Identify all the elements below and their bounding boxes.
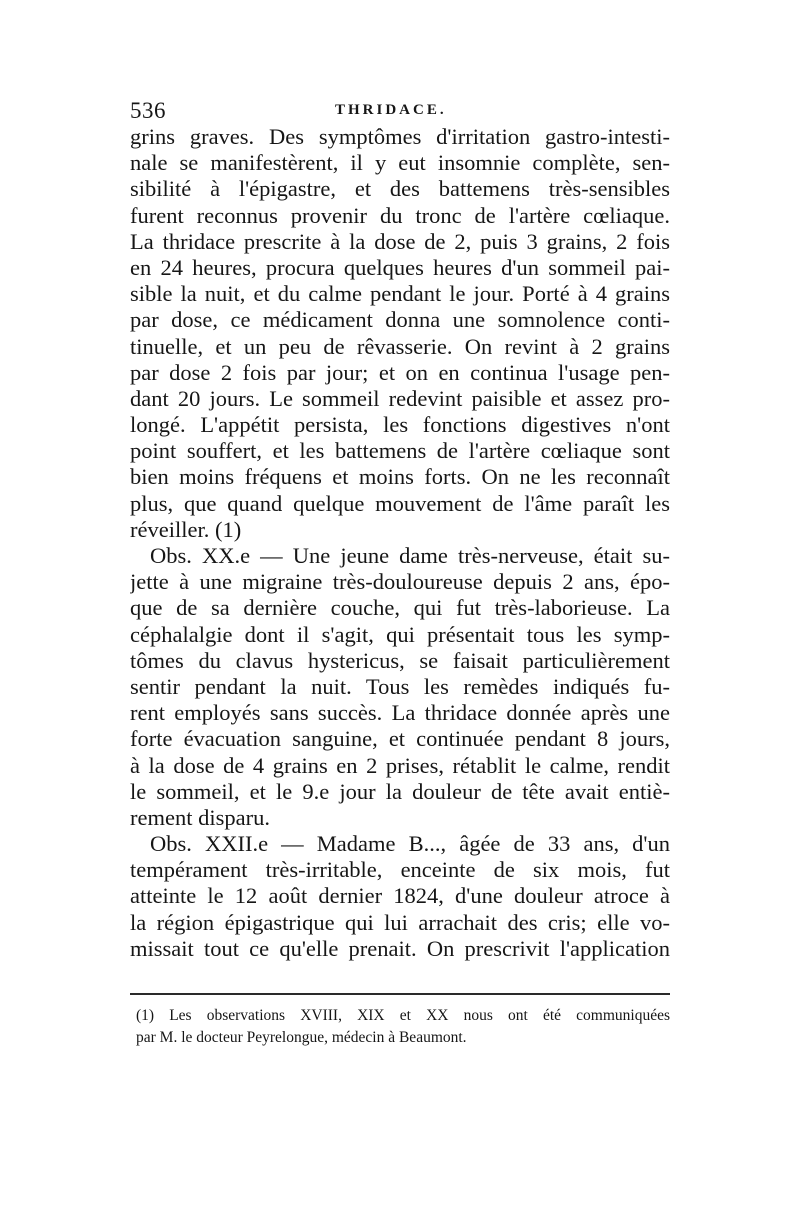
text-line: atteinte le 12 août dernier 1824, d'une douleur atroce à	[130, 883, 670, 909]
page-number: 536	[130, 98, 166, 123]
text-line: sibilité à l'épigastre, et des battemens très-sensibles	[130, 176, 670, 202]
observation-heading-line: Obs. XX.e — Une jeune dame très-nerveuse, était su-	[150, 543, 670, 568]
footnotes	[136, 1005, 670, 1049]
text-line: longé. L'appétit persista, les fonctions digestives n'ont	[130, 412, 670, 438]
text-line: furent reconnus provenir du tronc de l'artère cœliaque.	[130, 202, 670, 228]
text-line: tômes du clavus hystericus, se faisait particulièrement	[130, 647, 670, 673]
text-line: grins graves. Des symptômes d'irritation gastro-intesti-	[130, 124, 670, 149]
text-line: bien moins fréquens et moins forts. On ne les reconnaît	[130, 464, 670, 490]
text-line: jette à une migraine très-douloureuse depuis 2 ans, épo-	[130, 569, 670, 595]
text-line: tempérament très-irritable, enceinte de six mois, fut	[130, 857, 670, 883]
text-line: plus, que quand quelque mouvement de l'âme paraît les	[130, 490, 670, 516]
text-line: à la dose de 4 grains en 2 prises, rétablit le calme, rendit	[130, 752, 670, 778]
observation-heading-line: Obs. XXII.e — Madame B..., âgée de 33 ans, d'un	[150, 831, 670, 857]
text-line: forte évacuation sanguine, et continuée pendant 8 jours,	[130, 726, 670, 752]
text-line: sible la nuit, et du calme pendant le jour. Porté à 4 grains	[130, 281, 670, 307]
text-line: rent employés sans succès. La thridace donnée après une	[130, 700, 670, 726]
text-line: le sommeil, et le 9.e jour la douleur de tête avait entiè-	[130, 778, 670, 804]
text-line: par dose, ce médicament donna une somnolence conti-	[130, 307, 670, 333]
text-line: sentir pendant la nuit. Tous les remèdes indiqués fu-	[130, 673, 670, 699]
text-line: tinuelle, et un peu de rêvasserie. On revint à 2 grains	[130, 333, 670, 359]
text-line: rement disparu.	[130, 804, 270, 830]
text-line: que de sa dernière couche, qui fut très-laborieuse. La	[130, 595, 670, 621]
text-line: la région épigastrique qui lui arrachait des cris; elle vo-	[130, 909, 670, 935]
text-line: dant 20 jours. Le sommeil redevint paisible et assez pro-	[130, 385, 670, 411]
text-line: nale se manifestèrent, il y eut insomnie complète, sen-	[130, 150, 670, 176]
text-line: réveiller. (1)	[130, 516, 242, 542]
body-text	[130, 124, 670, 962]
footnote-line: (1) Les observations XVIII, XIX et XX nous ont été communiquées	[136, 1007, 670, 1024]
text-line: en 24 heures, procura quelques heures d'un sommeil pai-	[130, 254, 670, 280]
text-line: missait tout ce qu'elle prenait. On prescrivit l'application	[130, 935, 670, 961]
text-line: La thridace prescrite à la dose de 2, puis 3 grains, 2 fois	[130, 228, 670, 254]
running-title: THRIDACE.	[335, 102, 447, 118]
text-line: céphalalgie dont il s'agit, qui présentait tous les symp-	[130, 621, 670, 647]
footnote-line: par M. le docteur Peyrelongue, médecin à Beaumont.	[136, 1029, 467, 1046]
text-line: point souffert, et les battemens de l'artère cœliaque sont	[130, 438, 670, 464]
text-line: par dose 2 fois par jour; et on en continua l'usage pen-	[130, 359, 670, 385]
footnote-divider	[130, 993, 670, 995]
